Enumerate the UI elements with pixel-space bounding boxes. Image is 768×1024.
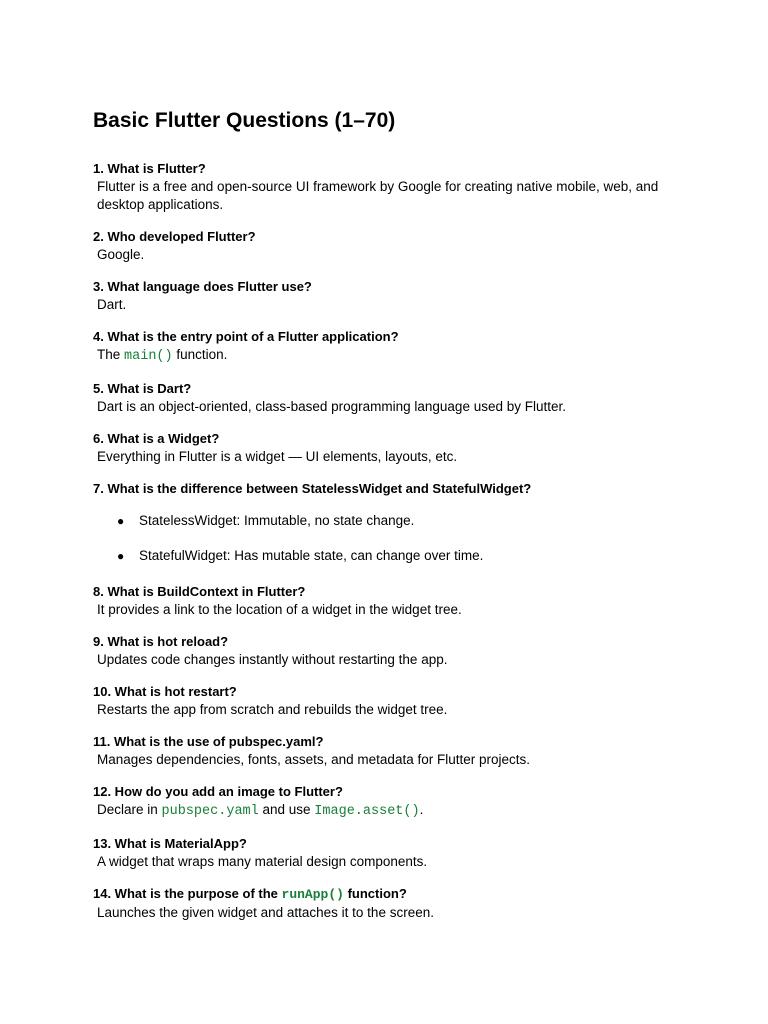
- answer: [93, 801, 693, 821]
- answer: Everything in Flutter is a widget — UI elements, layouts, etc.: [97, 449, 458, 464]
- qa-item-3: [93, 278, 693, 314]
- inline-code: runApp(): [281, 887, 344, 902]
- answer-text: and use: [258, 802, 315, 817]
- qa-item-13: [93, 835, 693, 871]
- question: 4. What is the entry point of a Flutter application?: [93, 329, 399, 344]
- answer: It provides a link to the location of a widget in the widget tree.: [97, 602, 462, 617]
- question: 8. What is BuildContext in Flutter?: [93, 584, 306, 599]
- answer-text: function.: [172, 347, 228, 362]
- question-text: function?: [343, 886, 407, 901]
- qa-item-1: [93, 160, 693, 214]
- list-item-text: StatefulWidget: Has mutable state, can change over time.: [139, 548, 484, 563]
- qa-item-11: [93, 733, 693, 769]
- answer: A widget that wraps many material design components.: [97, 854, 428, 869]
- list-item: [117, 547, 693, 565]
- question-text: 14. What is the purpose of the: [93, 886, 282, 901]
- qa-item-6: [93, 430, 693, 466]
- qa-item-7: [93, 480, 693, 565]
- question: 3. What language does Flutter use?: [93, 279, 312, 294]
- answer: Google.: [97, 247, 145, 262]
- answer-text: The: [97, 347, 125, 362]
- question: 13. What is MaterialApp?: [93, 836, 247, 851]
- answer: Flutter is a free and open-source UI framework by Google for creating native mobile, web, and desktop applications.: [97, 179, 659, 212]
- question: 11. What is the use of pubspec.yaml?: [93, 734, 324, 749]
- answer: Updates code changes instantly without restarting the app.: [97, 652, 448, 667]
- list-item: [117, 512, 693, 530]
- qa-item-2: [93, 228, 693, 264]
- answer: Launches the given widget and attaches it to the screen.: [97, 905, 434, 920]
- answer: Dart is an object-oriented, class-based programming language used by Flutter.: [97, 399, 566, 414]
- page-title: Basic Flutter Questions (1–70): [93, 109, 396, 132]
- question: 2. Who developed Flutter?: [93, 229, 256, 244]
- qa-item-10: [93, 683, 693, 719]
- inline-code: main(): [124, 349, 173, 364]
- answer: Manages dependencies, fonts, assets, and metadata for Flutter projects.: [97, 752, 530, 767]
- bullet-icon: ●: [117, 514, 125, 528]
- bullet-icon: ●: [117, 549, 125, 563]
- qa-item-4: [93, 328, 693, 366]
- question: 1. What is Flutter?: [93, 161, 206, 176]
- answer-text: .: [419, 802, 424, 817]
- inline-code: pubspec.yaml: [161, 804, 259, 819]
- document-page: [93, 106, 693, 936]
- question: 9. What is hot reload?: [93, 634, 229, 649]
- qa-item-5: [93, 380, 693, 416]
- qa-item-9: [93, 633, 693, 669]
- qa-item-8: [93, 583, 693, 619]
- question: 7. What is the difference between StatelessWidget and StatefulWidget?: [93, 481, 532, 496]
- question: 12. How do you add an image to Flutter?: [93, 784, 343, 799]
- inline-code: Image.asset(): [314, 804, 420, 819]
- answer: Restarts the app from scratch and rebuilds the widget tree.: [97, 702, 448, 717]
- list-item-text: StatelessWidget: Immutable, no state change.: [139, 513, 415, 528]
- answer: [93, 346, 693, 366]
- question: 5. What is Dart?: [93, 381, 192, 396]
- question: 10. What is hot restart?: [93, 684, 237, 699]
- question: 6. What is a Widget?: [93, 431, 220, 446]
- bullet-list: [93, 512, 693, 565]
- answer-text: Declare in: [97, 802, 162, 817]
- qa-item-12: [93, 783, 693, 821]
- question: [93, 885, 693, 904]
- qa-item-14: [93, 885, 693, 922]
- answer: Dart.: [97, 297, 127, 312]
